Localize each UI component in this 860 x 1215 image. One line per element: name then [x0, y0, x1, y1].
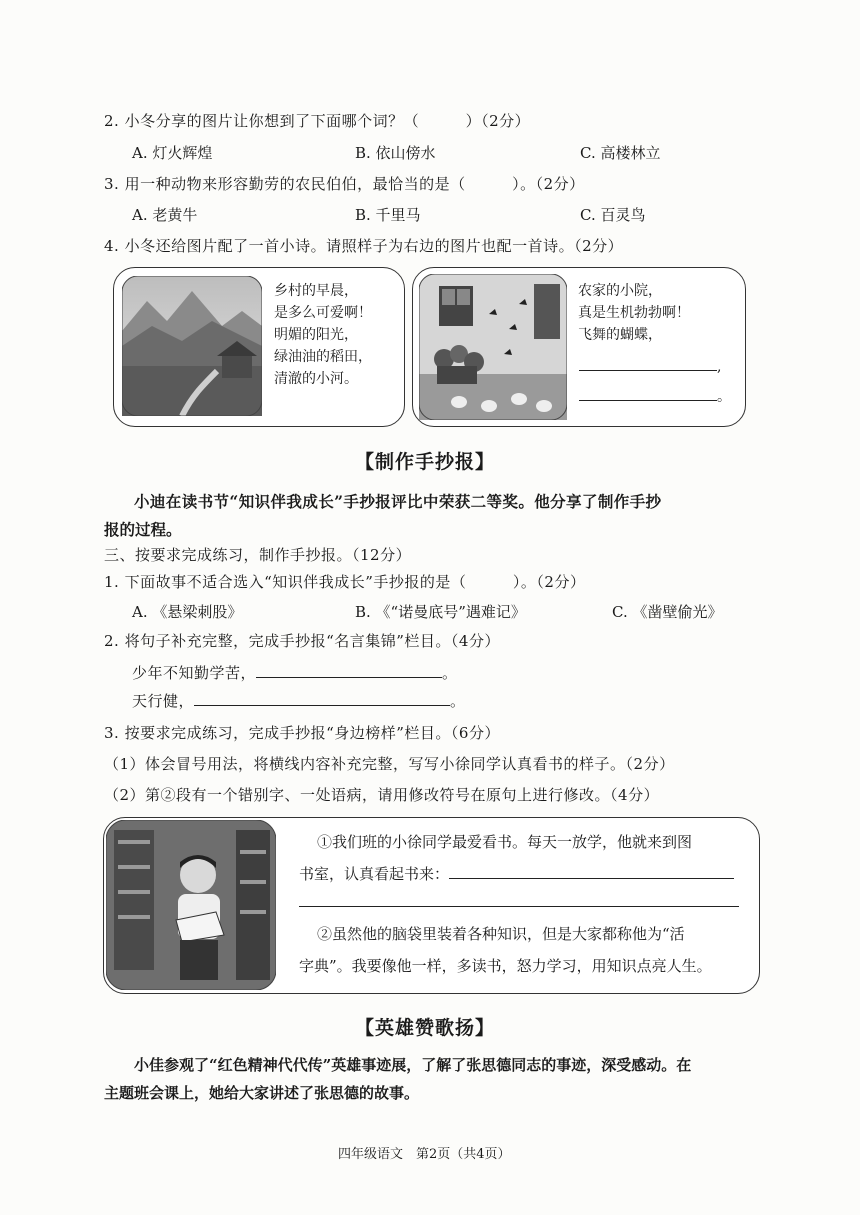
- poem-left-line: 是多么可爱啊！: [274, 305, 372, 321]
- p3q1-option-c: C. 《凿壁偷光》: [612, 603, 723, 621]
- description-blank-1[interactable]: [449, 864, 734, 879]
- paragraph-1-line-3: [299, 886, 739, 918]
- village-morning-image: [122, 276, 262, 416]
- question-4: 4. 小冬还给图片配了一首小诗。请照样子为右边的图片也配一首诗。（2分）: [104, 237, 624, 255]
- part3-question-3-sub2: （2）第②段有一个错别字、一处语病，请用修改符号在原句上进行修改。（4分）: [104, 786, 660, 804]
- farm-yard-image: [419, 274, 567, 420]
- poem-left-line: 绿油油的稻田，: [274, 349, 372, 365]
- question-2: 2. 小冬分享的图片让你想到了下面哪个词？（ ）（2分）: [104, 112, 531, 130]
- q3-option-a: A. 老黄牛: [132, 206, 198, 224]
- poem-left-line: 明媚的阳光，: [274, 327, 358, 343]
- handcopy-intro: 小迪在读书节“知识伴我成长”手抄报评比中荣获二等奖。他分享了制作手抄: [134, 492, 662, 511]
- proverb-1-text: 少年不知勤学苦，: [132, 664, 257, 682]
- q3-option-b: B. 千里马: [355, 206, 421, 224]
- paragraph-2-line-2: 字典”。我要像他一样，多读书，怒力学习，用知识点亮人生。: [299, 957, 712, 975]
- part3-question-1: 1. 下面故事不适合选入“知识伴我成长”手抄报的是（ ）。（2分）: [104, 573, 586, 591]
- proverb-line-2: [132, 690, 466, 711]
- poem-left-line: 清澈的小河。: [274, 371, 358, 387]
- part3-question-3: 3. 按要求完成练习，完成手抄报“身边榜样”栏目。（6分）: [104, 724, 500, 742]
- p3q1-option-a: A. 《悬梁刺股》: [132, 603, 243, 621]
- section-title-handcopy: 【制作手抄报】: [355, 451, 496, 473]
- proverb-2-end: 。: [450, 692, 466, 710]
- paragraph-2-line-1: ②虽然他的脑袋里装着各种知识，但是大家都称他为“活: [317, 925, 685, 943]
- hero-intro-cont: 主题班会课上，她给大家讲述了张思德的故事。: [104, 1084, 420, 1102]
- poem-punct: 。: [717, 389, 731, 405]
- proverb-2-text: 天行健，: [132, 692, 195, 710]
- proverb-1-end: 。: [442, 664, 458, 682]
- hero-intro: 小佳参观了“红色精神代代传”英雄事迹展，了解了张思德同志的事迹，深受感动。在: [134, 1056, 692, 1074]
- page-footer: 四年级语文 第2页（共4页）: [338, 1147, 511, 1162]
- poem-answer-blank[interactable]: [579, 356, 717, 371]
- poem-right-line: 农家的小院，: [578, 283, 662, 299]
- poem-right-line: 飞舞的蝴蝶，: [578, 327, 662, 343]
- q3-option-c: C. 百灵鸟: [580, 206, 646, 224]
- part3-question-3-sub1: （1）体会冒号用法，将横线内容补充完整，写写小徐同学认真看书的样子。（2分）: [104, 755, 675, 773]
- handcopy-intro-cont: 报的过程。: [104, 520, 182, 539]
- proverb-line-1: [132, 662, 458, 683]
- p3q1-option-b: B. 《“诺曼底号”遇难记》: [355, 603, 526, 621]
- poem-card-right: [412, 267, 746, 427]
- poem-card-left: [113, 267, 405, 427]
- part3-heading: 三、按要求完成练习，制作手抄报。（12分）: [104, 546, 412, 564]
- paragraph-1-line-2-text: 书室，认真看起书来：: [299, 865, 450, 883]
- section-title-hero: 【英雄赞歌扬】: [355, 1017, 496, 1039]
- boy-reading-image: [106, 820, 276, 990]
- q2-option-c: C. 高楼林立: [580, 144, 661, 162]
- proverb-1-blank[interactable]: [256, 663, 442, 678]
- role-model-card: [103, 817, 760, 994]
- poem-left-line: 乡村的早晨，: [274, 283, 358, 299]
- part3-question-2: 2. 将句子补充完整，完成手抄报“名言集锦”栏目。（4分）: [104, 632, 500, 650]
- description-blank-2[interactable]: [299, 892, 739, 907]
- poem-punct: ,: [717, 359, 722, 375]
- poem-answer-blank[interactable]: [579, 386, 717, 401]
- question-3: 3. 用一种动物来形容勤劳的农民伯伯，最恰当的是（ ）。（2分）: [104, 175, 585, 193]
- paragraph-1-line-1: ①我们班的小徐同学最爱看书。每天一放学，他就来到图: [317, 833, 693, 851]
- q2-option-a: A. 灯火辉煌: [132, 144, 213, 162]
- poem-right-line: 真是生机勃勃啊！: [578, 305, 690, 321]
- q2-option-b: B. 依山傍水: [355, 144, 436, 162]
- proverb-2-blank[interactable]: [194, 691, 450, 706]
